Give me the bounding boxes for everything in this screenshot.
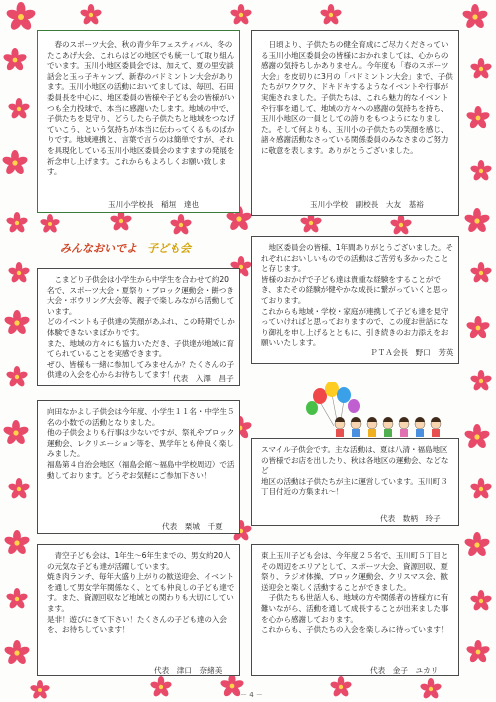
higashikami-club-text: 東上玉川子ども会は、今年度２５名で、玉川町５丁目とその周辺をエリアとして、スポーツ大会、資源回収、夏祭り、ラジオ体操、ブロック運動会、クリスマス会、歓送迎会と楽しく活動することができました。 子供たちも世話人も、地域の方や関係者の皆様方に有難いながら、活動を通して成長することが出来ました事を心から感謝しております。 これからも、子供たちの入会を楽しみに待っています！ — [261, 551, 449, 635]
principal-message-text: 春のスポーツ大会、秋の青少年フェスティバル、冬のたこあげ大会、これらはどの地区でも統一して取り組んでいます。玉川小地区委員会では、加えて、夏の里安談話会と玉っ子キャンプ、新春のバドミントン大会があります。玉川小地区の活動においてましては、毎回、石田委員長を中心に、地区委員の皆様や子ども会の皆様がいつも全力投球で、本当に感謝いたします。地域の中で、子供たちを見守り、どうしたら子供たちと地域をつなげていこう、という気持ちが本当に伝わってくるものばかりです。地域連携と、言葉で言うのは簡単ですが、それを具現化している玉川小地区委員会のますますの発展を祈念申し上げます。これからもよろしくお願い致します。 — [47, 40, 235, 177]
vice-principal-message-text: 日頃より、子供たちの健全育成にご尽力くださっている玉川小地区委員会の皆様におかれましては、心からの感謝の気持ちしかありません。今年度も「春のスポーツ大会」を皮切りに3月の「バドミントン大会」まで、子供たちがワクワク、ドキドキするようなイベントや行事が実施されました。子供たちは、これら魅力的なイベントや行事を通して、地域の方々への感謝の気持ちを持ち、玉川小地区の一員としての誇りをもつようになりました。そして何よりも、玉川小の子供たちの笑顔を感じ、諸々感謝活動なさっている関係委員のみなさまのご努力に敬意を表します。ありがとうございました。 — [261, 40, 453, 155]
vice-principal-signature: 玉川小学校 副校長 大友 基裕 — [310, 200, 424, 209]
aozora-club-signature: 代表 津口 奈緒美 — [154, 666, 223, 675]
flower-icon — [4, 310, 30, 336]
smile-club-signature: 代表 数柄 玲子 — [380, 514, 441, 523]
flower-icon — [6, 2, 36, 32]
flower-icon — [6, 212, 28, 234]
flower-icon — [8, 98, 30, 120]
nakayoshi-club-box — [37, 400, 240, 534]
flower-icon — [8, 478, 30, 500]
flower-icon — [3, 48, 27, 72]
flower-icon — [390, 214, 412, 236]
flower-icon — [80, 4, 102, 26]
flower-icon — [8, 262, 30, 284]
flower-icon — [470, 370, 492, 392]
page-number: － 4 － — [240, 691, 263, 699]
flower-icon — [4, 640, 30, 666]
principal-message-box — [37, 30, 240, 213]
flower-icon — [2, 150, 28, 176]
pta-signature: ＰＴＡ会長 野口 芳英 — [370, 348, 454, 357]
komadori-club-text: こまどり子供会は小学生から中学生を合わせて約20名で、スポーツ大会・夏祭り・ブロック運動会・餅つき大会・ボウリング大会等、親子で楽しみながら活動しています。 どのイベントも子供達の笑顔があふれ、この時期でしか体験できないまばかりです。 また、地域の方々にも協力いただき、子供達が地域に育てられていることを実感できます。 ぜひ、皆様も一緒に参加してみませんか？たくさんの子供達の入会を心からお待ちしてます！ — [47, 275, 235, 380]
aozora-club-text: 青空子ども会は、1年生～6年生までの、男女約20人の元気な子ども達が活躍しています。 焼き肉ランチ、毎年大盛り上がりの歓送迎会、イベントを通して男女学年関係なく、とても仲良しの子ども達です。また、資源回収など地域との関わりも大切にしています。 是非！遊びにきて下さい！たくさんの子ども達の入会を、お待ちしています！ — [47, 551, 235, 635]
aozora-club-box — [37, 544, 240, 676]
higashikami-club-signature: 代表 金子 ユカリ — [370, 666, 439, 675]
flower-icon — [464, 208, 490, 234]
flower-icon — [3, 420, 29, 446]
flower-icon — [466, 640, 490, 664]
section-heading-part1: みんなおいでよ — [60, 242, 137, 255]
flower-icon — [462, 4, 488, 30]
flower-icon — [466, 106, 490, 130]
flower-icon — [420, 678, 442, 700]
flower-icon — [464, 532, 490, 558]
flower-icon — [6, 366, 28, 388]
flower-icon — [470, 160, 492, 182]
principal-signature: 玉川小学校長 稲垣 達也 — [108, 200, 200, 209]
flower-icon — [150, 676, 172, 698]
flower-icon — [470, 478, 492, 500]
higashikami-club-box — [251, 544, 459, 676]
flower-icon — [320, 4, 342, 26]
komadori-club-box — [37, 268, 240, 386]
flower-icon — [330, 676, 352, 698]
flower-icon — [30, 680, 50, 700]
flower-icon — [470, 590, 492, 612]
flower-icon — [470, 58, 492, 80]
flower-icon — [470, 262, 492, 284]
balloons-children-illustration — [300, 382, 450, 438]
flower-icon — [6, 588, 28, 610]
nakayoshi-club-signature: 代表 栗城 千夏 — [162, 522, 223, 531]
smile-club-text: スマイル子供会です。主な活動は、夏は八清・福島地区の皆様でお店を出したり、秋は各地区の運動会、などなど 地区の活動は子供たちが主に運営しています。玉川町３丁目付近の方集まれ～！ — [261, 445, 449, 497]
section-heading-part2: 子ども会 — [147, 242, 191, 255]
flower-icon — [40, 214, 60, 234]
pta-message-box — [251, 236, 459, 364]
flower-icon — [230, 4, 252, 26]
flower-icon — [466, 316, 490, 340]
pta-message-text: 地区委員会の皆様、1年間ありがとうございました。それぞれにおいしいものでの活動はご苦労も多かったことと存じます。 皆様のおかげで子ども達は貴重な経験をすることができ、またその経験が健やかな成長に繋がっていくと思っております。 これからも地域・学校・家庭が連携して子ども達を見守っていければと思っておりますので、この度お世話になり御礼を申し上げるとともに、引き続きのお力添えをお願いいたします。 — [261, 243, 454, 348]
smile-club-box — [251, 438, 459, 526]
flower-icon — [464, 424, 490, 450]
flower-icon — [170, 214, 192, 236]
section-heading — [60, 240, 191, 256]
komadori-club-signature: 代表 入澤 昌子 — [173, 374, 234, 383]
vice-principal-message-box — [251, 30, 459, 216]
flower-icon — [4, 530, 30, 556]
nakayoshi-club-text: 向田なかよし子供会は今年度、小学生１１名・中学生５名の小数での活動となりました。 他の子供会よりも行事は少ないですが、祭礼やブロック運動会、レクリエーション等を、異学年とも仲良く楽しみました。 福島第４自治会地区（福島会館〜福島中学校周辺）で活動しております。どうぞお気軽にご参加下さい！ — [47, 407, 235, 480]
flower-icon — [110, 210, 132, 232]
